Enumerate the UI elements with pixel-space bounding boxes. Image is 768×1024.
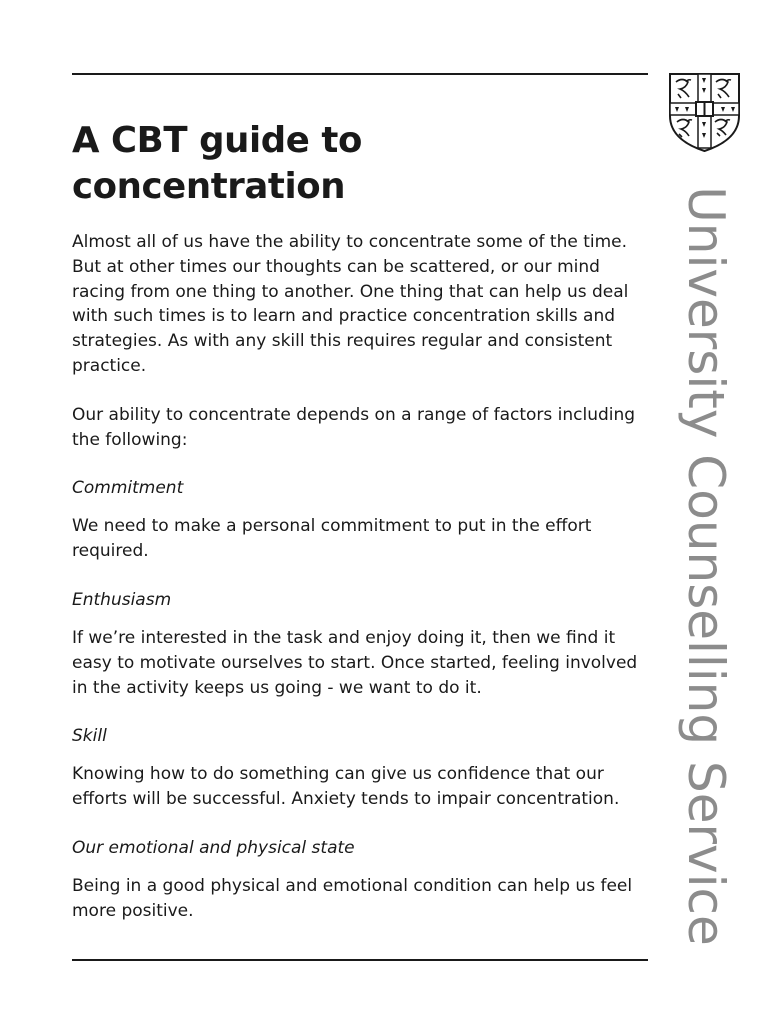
- section-heading: Our emotional and physical state: [72, 837, 355, 858]
- page-title: A CBT guide to concentration: [72, 120, 362, 207]
- section-text: Knowing how to do something can give us confidence that our efforts will be successful. Anxiety tends to impair concentration.: [72, 764, 620, 810]
- university-crest-icon: [668, 72, 741, 152]
- section-heading: Skill: [72, 726, 107, 747]
- section-text: Being in a good physical and emotional condition can help us feel more positive.: [72, 875, 633, 921]
- section-heading: Enthusiasm: [72, 589, 172, 610]
- document-body: [72, 118, 644, 924]
- section-text: If we’re interested in the task and enjoy doing it, then we find it easy to motivate ourselves to start. Once started, feeling involved in the activity keeps us going - we want to do it.: [72, 627, 638, 698]
- section-text: We need to make a personal commitment to put in the effort required.: [72, 516, 592, 562]
- section-emotional-physical-state: [72, 836, 644, 924]
- intro-paragraph-1: Almost all of us have the ability to concentrate some of the time. But at other times our thoughts can be scattered, or our mind racing from one thing to another. One thing that can help us deal with such times is to learn and practice concentration skills and strategies. As with any skill this requires regular and consistent practice.: [72, 232, 629, 376]
- top-rule: [72, 73, 648, 75]
- section-enthusiasm: [72, 588, 644, 700]
- intro-paragraph-2: Our ability to concentrate depends on a range of factors including the following:: [72, 404, 636, 450]
- section-skill: [72, 724, 644, 812]
- bottom-rule: [72, 959, 648, 961]
- section-heading: Commitment: [72, 478, 184, 499]
- section-commitment: [72, 476, 644, 564]
- organisation-name: University Counselling Service: [677, 186, 735, 946]
